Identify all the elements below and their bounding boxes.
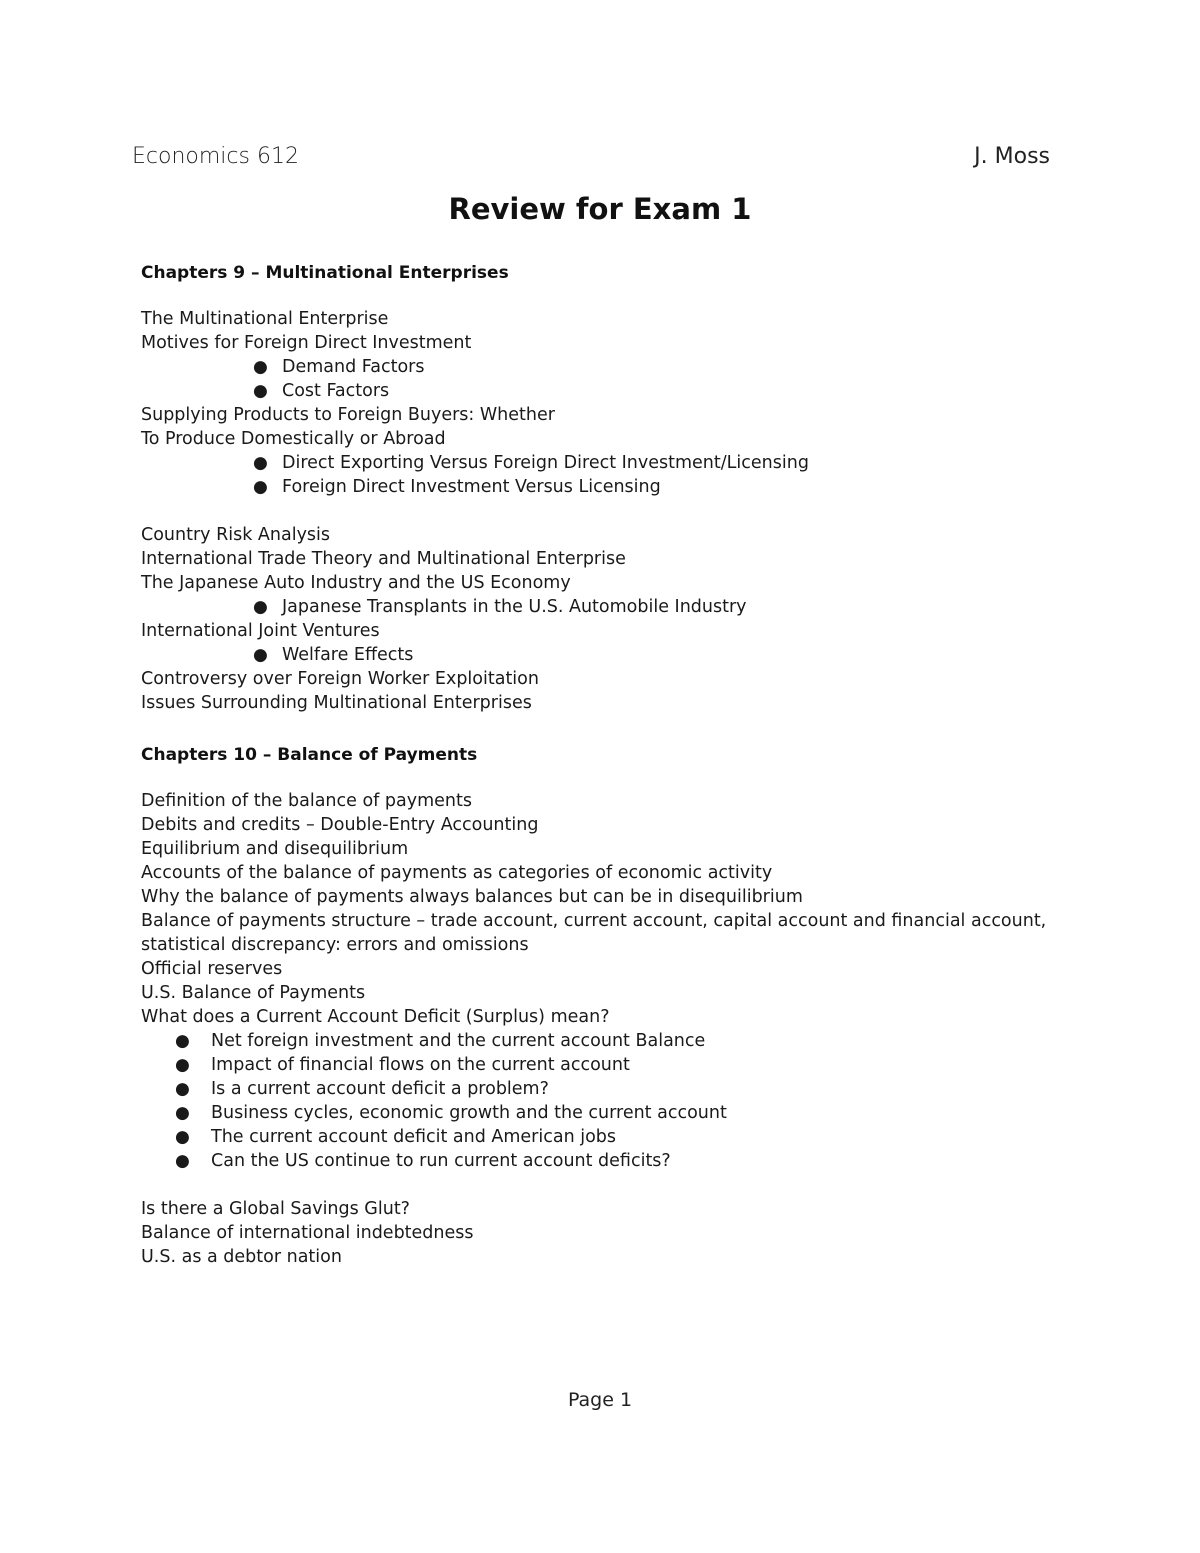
outline-line: Equilibrium and disequilibrium [141, 839, 409, 859]
outline-line: The Japanese Auto Industry and the US Economy [141, 573, 571, 593]
bullet-item: ● Welfare Effects [253, 645, 414, 665]
bullet-item: ● Japanese Transplants in the U.S. Automobile Industry [253, 597, 747, 617]
outline-line: Controversy over Foreign Worker Exploitation [141, 669, 539, 689]
bullet-dot-icon: ● [253, 453, 268, 473]
bullet-item: ● Is a current account deficit a problem? [175, 1079, 549, 1099]
section-heading-chapter-9: Chapters 9 – Multinational Enterprises [141, 263, 509, 283]
outline-line: International Joint Ventures [141, 621, 380, 641]
outline-line: Motives for Foreign Direct Investment [141, 333, 472, 353]
document-body [141, 261, 1071, 1269]
bullet-dot-icon: ● [253, 645, 268, 665]
bullet-item: ● Cost Factors [253, 381, 390, 401]
outline-line: Country Risk Analysis [141, 525, 331, 545]
outline-line: Is there a Global Savings Glut? [141, 1199, 410, 1219]
course-name: Economics 612 [132, 144, 299, 169]
bullet-item: ● Net foreign investment and the current account Balance [175, 1031, 706, 1051]
bullet-dot-icon: ● [175, 1079, 190, 1099]
instructor-name: J. Moss [974, 144, 1050, 169]
bullet-dot-icon: ● [175, 1055, 190, 1075]
outline-line: To Produce Domestically or Abroad [141, 429, 446, 449]
bullet-dot-icon: ● [175, 1103, 190, 1123]
bullet-dot-icon: ● [175, 1031, 190, 1051]
bullet-dot-icon: ● [253, 357, 268, 377]
bullet-dot-icon: ● [253, 597, 268, 617]
outline-line: Official reserves [141, 959, 283, 979]
page-number: Page 1 [567, 1389, 633, 1411]
bullet-dot-icon: ● [253, 381, 268, 401]
outline-line: Debits and credits – Double-Entry Accounting [141, 815, 539, 835]
outline-line: Issues Surrounding Multinational Enterprises [141, 693, 532, 713]
document-title: Review for Exam 1 [448, 192, 752, 226]
outline-line: Balance of international indebtedness [141, 1223, 474, 1243]
bullet-item: ● Direct Exporting Versus Foreign Direct Investment/Licensing [253, 453, 809, 473]
bullet-dot-icon: ● [175, 1151, 190, 1171]
bullet-dot-icon: ● [175, 1127, 190, 1147]
outline-line: Why the balance of payments always balances but can be in disequilibrium [141, 887, 803, 907]
document-header [132, 144, 1050, 174]
bullet-item: ● The current account deficit and American jobs [175, 1127, 617, 1147]
outline-line: International Trade Theory and Multinational Enterprise [141, 549, 626, 569]
outline-line: What does a Current Account Deficit (Surplus) mean? [141, 1007, 610, 1027]
bullet-item: ● Business cycles, economic growth and the current account [175, 1103, 727, 1123]
outline-line: U.S. as a debtor nation [141, 1247, 342, 1267]
outline-line: The Multinational Enterprise [141, 309, 389, 329]
bullet-dot-icon: ● [253, 477, 268, 497]
bullet-item: ● Can the US continue to run current account deficits? [175, 1151, 671, 1171]
bullet-item: ● Demand Factors [253, 357, 425, 377]
bullet-item: ● Foreign Direct Investment Versus Licensing [253, 477, 661, 497]
section-heading-chapter-10: Chapters 10 – Balance of Payments [141, 745, 478, 765]
outline-line: Accounts of the balance of payments as categories of economic activity [141, 863, 773, 883]
outline-line: Supplying Products to Foreign Buyers: Whether [141, 405, 555, 425]
bullet-item: ● Impact of financial flows on the current account [175, 1055, 630, 1075]
outline-line: Definition of the balance of payments [141, 791, 472, 811]
outline-line-wrapped: Balance of payments structure – trade account, current account, capital account and financial account, statistical discrepancy: errors and omissions [141, 911, 1047, 955]
outline-line: U.S. Balance of Payments [141, 983, 366, 1003]
